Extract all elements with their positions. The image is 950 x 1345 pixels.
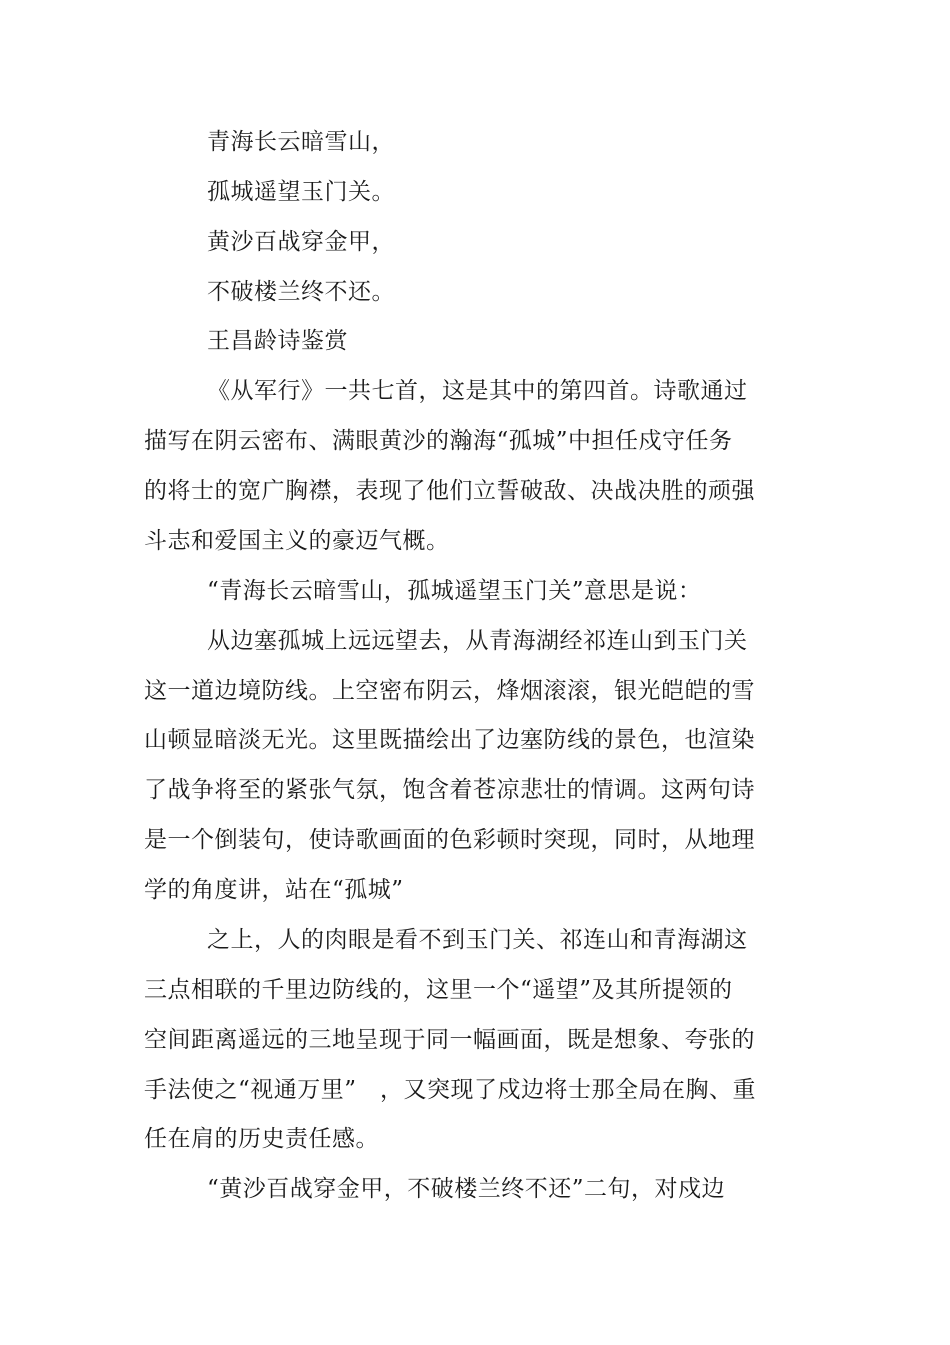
paragraph-line: 是一个倒装句，使诗歌画面的色彩顿时突现，同时，从地理 xyxy=(144,827,755,853)
paragraph-line: 了战争将至的紧张气氛，饱含着苍凉悲壮的情调。这两句诗 xyxy=(144,777,755,803)
poem-line: 孤城遥望玉门关。 xyxy=(207,179,395,205)
paragraph-line: 《从军行》一共七首，这是其中的第四首。诗歌通过 xyxy=(207,378,748,404)
poem-line: 青海长云暗雪山， xyxy=(207,129,395,155)
paragraph-line: 任在肩的历史责任感。 xyxy=(144,1126,379,1152)
paragraph-line: 斗志和爱国主义的豪迈气概。 xyxy=(144,528,450,554)
paragraph-line: 的将士的宽广胸襟，表现了他们立誓破敌、决战决胜的顽强 xyxy=(144,478,755,504)
paragraph-line: 三点相联的千里边防线的，这里一个“遥望”及其所提领的 xyxy=(144,977,733,1003)
paragraph-line: “青海长云暗雪山，孤城遥望玉门关”意思是说： xyxy=(207,578,702,604)
paragraph-line: 描写在阴云密布、满眼黄沙的瀚海“孤城”中担任戍守任务 xyxy=(144,428,733,454)
paragraph-line: 山顿显暗淡无光。这里既描绘出了边塞防线的景色，也渲染 xyxy=(144,727,755,753)
poem-heading: 王昌龄诗鉴赏 xyxy=(207,328,348,354)
paragraph-line: 学的角度讲，站在“孤城” xyxy=(144,877,404,903)
paragraph-line: 之上，人的肉眼是看不到玉门关、祁连山和青海湖这 xyxy=(207,927,748,953)
paragraph-line: 这一道边境防线。上空密布阴云，烽烟滚滚，银光皑皑的雪 xyxy=(144,678,755,704)
paragraph-line: “黄沙百战穿金甲，不破楼兰终不还”二句，对戍边 xyxy=(207,1176,726,1202)
paragraph-line: 手法使之“视通万里” ，又突现了戍边将士那全局在胸、重 xyxy=(144,1077,757,1103)
poem-line: 不破楼兰终不还。 xyxy=(207,279,395,305)
paragraph-line: 从边塞孤城上远远望去，从青海湖经祁连山到玉门关 xyxy=(207,628,748,654)
paragraph-line: 空间距离遥远的三地呈现于同一幅画面，既是想象、夸张的 xyxy=(144,1027,755,1053)
poem-line: 黄沙百战穿金甲， xyxy=(207,229,395,255)
